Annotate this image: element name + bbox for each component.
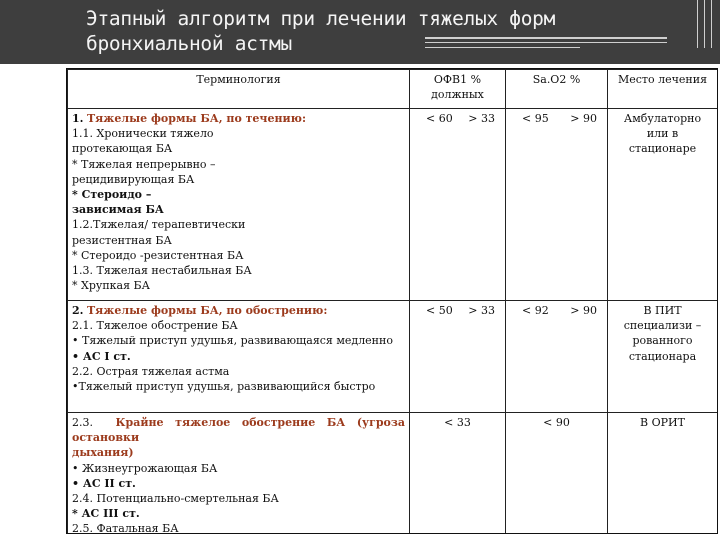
right-edge-line-3 — [711, 0, 712, 48]
row1-sao2 — [506, 109, 608, 301]
row1-line: резистентная БА — [72, 233, 172, 247]
row3-line: • Жизнеугрожающая БА — [72, 461, 218, 475]
row3-heading: 2.3. Крайне тяжелое обострение БА (угроза остановки — [72, 416, 405, 445]
row3-line: 2.4. Потенциально-смертельная БА — [72, 492, 279, 506]
row1-line: зависимая БА — [72, 203, 164, 217]
row2-terminology — [68, 301, 410, 413]
row2-place: В ПИТ специализи – рованного стационара — [608, 301, 718, 413]
row1-line: * Хрупкая БА — [72, 279, 150, 293]
table-row — [68, 413, 718, 535]
row1-fev1 — [410, 109, 506, 301]
row2-fev1 — [410, 301, 506, 413]
row1-terminology — [68, 109, 410, 301]
title-line-2: бронхиальной астмы — [86, 32, 292, 55]
row3-place: В ОРИТ — [608, 413, 718, 535]
header-sao2: Sa.O2 % — [506, 70, 608, 109]
right-edge-line-1 — [697, 0, 698, 48]
row1-line: 1.2.Тяжелая/ терапевтически — [72, 218, 246, 232]
row1-place: Амбулаторно или в стационаре — [608, 109, 718, 301]
row3-terminology — [68, 413, 410, 535]
row1-line: 1.1. Хронически тяжело — [72, 127, 214, 141]
row3-sao2: < 90 — [506, 413, 608, 535]
row1-fev1-upper: < 60 — [426, 112, 453, 125]
row3-line: 2.5. Фатальная БА — [72, 522, 179, 534]
row2-sao2 — [506, 301, 608, 413]
row3-line: * АС III ст. — [72, 507, 140, 521]
table-frame — [66, 68, 718, 534]
row1-fev1-lower: > 33 — [468, 112, 495, 125]
row2-heading: 2. Тяжелые формы БА, по обострению: — [72, 304, 328, 317]
row3-heading-cont: дыхания) — [72, 446, 134, 460]
row2-sao2-upper: < 92 — [522, 304, 549, 317]
right-edge-line-2 — [704, 0, 705, 48]
row1-line: 1.3. Тяжелая нестабильная БА — [72, 264, 252, 278]
row3-fev1: < 33 — [410, 413, 506, 535]
row2-fev1-lower: > 33 — [468, 304, 495, 317]
title-line-1: Этапный алгоритм при лечении тяжелых форм — [86, 7, 556, 30]
row2-line: • Тяжелый приступ удушья, развивающаяся медленно — [72, 334, 393, 348]
table-row — [68, 301, 718, 413]
row2-line: 2.2. Острая тяжелая астма — [72, 364, 230, 378]
row1-line: протекающая БА — [72, 142, 173, 156]
header-place: Место лечения — [608, 70, 718, 109]
row1-line: * Тяжелая непрерывно – — [72, 157, 216, 171]
row2-line: • АС I ст. — [72, 349, 131, 363]
row1-line: * Стероидо -резистентная БА — [72, 248, 244, 262]
row1-line: рецидивирующая БА — [72, 172, 195, 186]
header-terminology: Терминология — [68, 70, 410, 109]
slide-title — [86, 6, 646, 56]
row2-sao2-lower: > 90 — [570, 304, 597, 317]
title-underline-2 — [425, 42, 667, 43]
row3-line: • АС II ст. — [72, 476, 136, 490]
title-underline-3 — [425, 47, 580, 48]
row1-heading: 1. Тяжелые формы БА, по течению: — [72, 112, 307, 125]
row1-line: * Стероидо – — [72, 188, 152, 202]
row1-sao2-lower: > 90 — [570, 112, 597, 125]
title-underline-1 — [425, 37, 667, 39]
row1-sao2-upper: < 95 — [522, 112, 549, 125]
header-fev1: ОФВ1 % должных — [410, 70, 506, 109]
table-header-row — [68, 70, 718, 109]
row2-line: 2.1. Тяжелое обострение БА — [72, 319, 238, 333]
treatment-table — [67, 69, 718, 534]
row2-line: •Тяжелый приступ удушья, развивающийся быстро — [72, 380, 376, 394]
table-row — [68, 109, 718, 301]
row2-fev1-upper: < 50 — [426, 304, 453, 317]
